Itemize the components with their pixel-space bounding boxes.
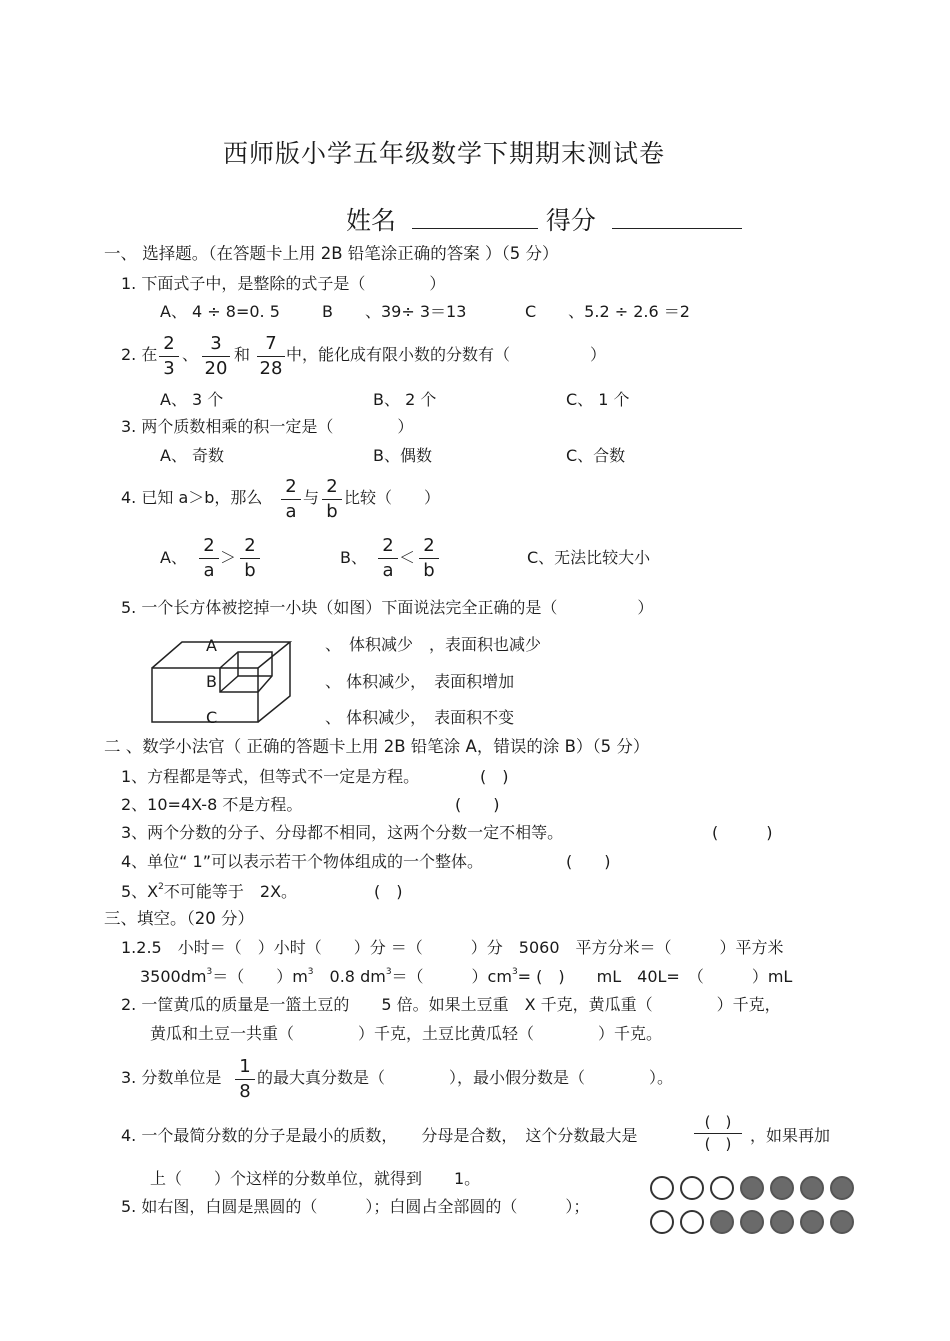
- q3-option-c: C、合数: [566, 446, 626, 465]
- fraction-numerator: 2: [285, 476, 297, 497]
- exponent: 3: [307, 966, 314, 977]
- white-circle: [650, 1176, 674, 1200]
- white-circle: [710, 1176, 734, 1200]
- fraction-denominator: a: [199, 558, 219, 580]
- judge-item-5-a: 5、X: [121, 882, 159, 901]
- q4-a-fraction-2: [240, 537, 260, 580]
- white-circle: [680, 1210, 704, 1234]
- q3-option-a: A、 奇数: [160, 446, 225, 465]
- fraction-numerator: ( ): [704, 1113, 732, 1131]
- exponent: 3: [511, 966, 518, 977]
- q4-option-a-label: A、: [160, 548, 187, 567]
- q2-suffix: 中，能化成有限小数的分数有（ ）: [286, 345, 607, 364]
- black-circle: [740, 1210, 764, 1234]
- fill-q3-fraction: [235, 1058, 255, 1101]
- q2-option-b: B、 2 个: [373, 390, 437, 409]
- fill-q1-seg-e: = ( ) mL 40L= （ ）mL: [517, 967, 793, 986]
- judge-item-1-paren[interactable]: ( ): [480, 767, 509, 786]
- fill-q3-prefix: 3. 分数单位是: [121, 1068, 222, 1087]
- q4-option-b-sign: ＜: [399, 548, 416, 567]
- black-circle: [830, 1210, 854, 1234]
- q1-option-a: A、 4 ÷ 8=0. 5: [160, 302, 280, 321]
- fill-q2-line1: 2. 一筐黄瓜的质量是一篮土豆的 5 倍。如果土豆重 X 千克，黄瓜重（ ）千克，: [121, 995, 781, 1014]
- judge-item-4: 4、单位“ 1”可以表示若干个物体组成的一个整体。: [121, 852, 484, 871]
- exponent: 2: [158, 881, 164, 892]
- judge-item-2-paren[interactable]: ( ): [455, 795, 500, 814]
- fraction-denominator: b: [322, 499, 342, 521]
- q2-fraction-1: [159, 335, 179, 378]
- q4-a-fraction-1: [199, 537, 219, 580]
- q5-option-a: 、 体积减少 ，表面积也减少: [325, 635, 542, 654]
- q5-stem: 5. 一个长方体被挖掉一小块（如图）下面说法完全正确的是（ ）: [121, 598, 654, 617]
- fill-q1-seg-a: 3500dm: [140, 967, 207, 986]
- q2-fraction-2: [202, 335, 230, 378]
- black-circle: [770, 1176, 794, 1200]
- fill-q4-suffix: ，如果再加: [750, 1126, 831, 1145]
- q2-option-c: C、 1 个: [566, 390, 630, 409]
- q4-fraction-2: [322, 478, 342, 521]
- q4-option-a-sign: ＞: [220, 548, 237, 567]
- section3-heading: 三、填空。（20 分）: [104, 909, 254, 928]
- q4-option-c: C、无法比较大小: [527, 548, 651, 567]
- fraction-numerator: 3: [210, 333, 222, 354]
- q4-b-fraction-2: [419, 537, 439, 580]
- fraction-denominator: ( ): [694, 1133, 742, 1152]
- black-circle: [740, 1176, 764, 1200]
- fill-q1-seg-b: ＝（ ）m: [212, 967, 308, 986]
- fraction-numerator: 2: [326, 476, 338, 497]
- fraction-numerator: 1: [239, 1056, 251, 1077]
- q3-option-b: B、偶数: [373, 446, 432, 465]
- q5-letter-c: C: [206, 708, 218, 727]
- fraction-denominator: 3: [159, 356, 179, 378]
- judge-item-3-paren[interactable]: ( ): [712, 823, 773, 842]
- fraction-denominator: b: [419, 558, 439, 580]
- q2-prefix: 2. 在: [121, 345, 158, 364]
- q2-option-a: A、 3 个: [160, 390, 224, 409]
- q5-option-c: 、 体积减少， 表面积不变: [325, 708, 515, 727]
- fill-q3-suffix: 的最大真分数是（ ），最小假分数是（ ）。: [257, 1068, 674, 1087]
- white-circle: [680, 1176, 704, 1200]
- q4-fraction-1: [281, 478, 301, 521]
- q4-prefix: 4. 已知 a＞b，那么: [121, 488, 263, 507]
- judge-item-5-b: 不可能等于 2X。: [163, 882, 298, 901]
- q1-stem: 1. 下面式子中，是整除的式子是（ ）: [121, 274, 446, 293]
- fill-q1-seg-c: 0.8 dm: [313, 967, 386, 986]
- black-circle: [800, 1176, 824, 1200]
- q2-fraction-3: [257, 335, 285, 378]
- q5-option-b: 、 体积减少， 表面积增加: [325, 672, 515, 691]
- exponent: 3: [206, 966, 213, 977]
- fraction-denominator: 20: [202, 356, 230, 378]
- fraction-denominator: 8: [235, 1079, 255, 1101]
- fraction-numerator: 2: [203, 535, 215, 556]
- q2-sep1: 、: [182, 345, 199, 364]
- q5-letter-a: A: [206, 636, 217, 655]
- fill-q4-prefix: 4. 一个最简分数的分子是最小的质数， 分母是合数， 这个分数最大是: [121, 1126, 638, 1145]
- cuboid-figure: [150, 636, 295, 725]
- section2-heading: 二 、数学小法官（ 正确的答题卡上用 2B 铅笔涂 A，错误的涂 B）（5 分）: [104, 737, 650, 756]
- q2-sep2: 和: [234, 345, 251, 364]
- fill-q4-line2: 上（ ）个这样的分数单位，就得到 1。: [150, 1169, 481, 1188]
- fraction-numerator: 2: [163, 333, 175, 354]
- black-circle: [770, 1210, 794, 1234]
- fill-q4-fraction[interactable]: [694, 1115, 742, 1152]
- q4-b-fraction-1: [378, 537, 398, 580]
- name-blank[interactable]: [412, 206, 538, 229]
- white-circle: [650, 1210, 674, 1234]
- q5-letter-b: B: [206, 672, 217, 691]
- fraction-denominator: b: [240, 558, 260, 580]
- fraction-denominator: a: [281, 499, 301, 521]
- judge-item-3: 3、两个分数的分子、分母都不相同，这两个分数一定不相等。: [121, 823, 564, 842]
- q4-suffix: 比较（ ）: [344, 488, 441, 507]
- q3-stem: 3. 两个质数相乘的积一定是（ ）: [121, 417, 414, 436]
- black-circle: [800, 1210, 824, 1234]
- exponent: 3: [385, 966, 392, 977]
- judge-item-4-paren[interactable]: ( ): [566, 852, 611, 871]
- fill-q1-line2: [140, 966, 793, 986]
- black-circle: [830, 1176, 854, 1200]
- score-blank[interactable]: [612, 206, 742, 229]
- fraction-numerator: 2: [423, 535, 435, 556]
- score-label: 得分: [545, 206, 596, 235]
- fill-q1-line1: 1.2.5 小时＝（ ）小时（ ）分 ＝（ ）分 5060 平方分米＝（ ）平方米: [121, 938, 784, 957]
- fraction-denominator: a: [378, 558, 398, 580]
- name-label: 姓名: [346, 206, 397, 235]
- fraction-numerator: 7: [265, 333, 277, 354]
- judge-item-5-paren[interactable]: ( ): [374, 882, 403, 901]
- section1-heading: 一、 选择题。（在答题卡上用 2B 铅笔涂正确的答案 ）（5 分）: [104, 244, 559, 263]
- judge-item-2: 2、10=4X-8 不是方程。: [121, 795, 303, 814]
- q1-option-b: B 、39÷ 3＝13: [322, 302, 467, 321]
- fraction-denominator: 28: [257, 356, 285, 378]
- fill-q1-seg-d: ＝（ ）cm: [391, 967, 512, 986]
- fraction-numerator: 2: [382, 535, 394, 556]
- page-title: 西师版小学五年级数学下期期末测试卷: [223, 139, 666, 168]
- name-score-row: [346, 206, 742, 233]
- black-circle: [710, 1210, 734, 1234]
- fraction-numerator: 2: [244, 535, 256, 556]
- judge-item-1: 1、方程都是等式，但等式不一定是方程。: [121, 767, 420, 786]
- q1-option-c: C 、5.2 ÷ 2.6 ＝2: [525, 302, 690, 321]
- fill-q5: 5. 如右图，白圆是黑圆的（ ）；白圆占全部圆的（ ）；: [121, 1197, 590, 1216]
- q4-mid: 与: [303, 488, 320, 507]
- q4-option-b-label: B、: [340, 548, 367, 567]
- judge-item-5: [121, 881, 298, 901]
- fill-q2-line2: 黄瓜和土豆一共重（ ）千克，土豆比黄瓜轻（ ）千克。: [150, 1024, 663, 1043]
